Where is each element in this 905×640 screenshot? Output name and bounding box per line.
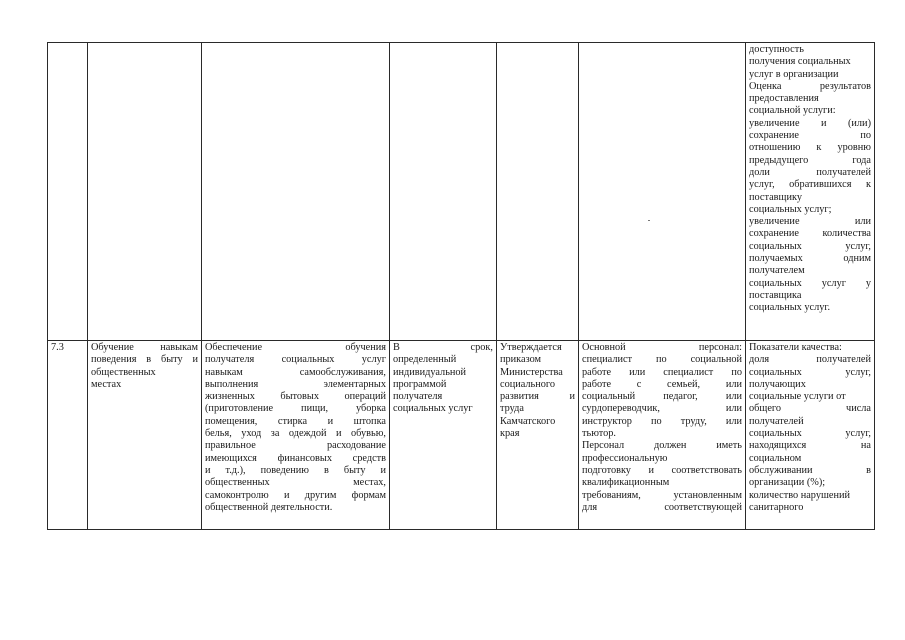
text-line: социальном xyxy=(749,452,802,464)
text-line: социальных услуг, xyxy=(749,366,871,378)
text-line: Утверждается xyxy=(500,342,562,353)
text-line: профессиональную xyxy=(582,452,668,464)
text-line: отношению к уровню xyxy=(749,142,871,154)
text-line: социальные услуги от xyxy=(749,391,846,403)
text-line: получающих xyxy=(749,378,806,390)
text-line: услуг в организации xyxy=(749,68,839,80)
text-line: сохранение количества xyxy=(749,228,871,240)
text-line: Обучение навыкам xyxy=(91,342,198,353)
text-line: санитарного xyxy=(749,501,804,513)
text-line: и т.д.), поведению в быту и xyxy=(205,464,386,476)
text-line: правильное расходование xyxy=(205,440,386,452)
cell-service-name xyxy=(88,341,202,530)
text-line: работе с семьей, или xyxy=(582,378,742,390)
text-line: поставщику xyxy=(749,191,802,203)
text-line: общественных xyxy=(91,366,156,378)
cell-number-empty xyxy=(48,43,88,341)
text-line: социальных услуг, xyxy=(749,240,871,252)
text-line: белья, уход за одеждой и обувью, xyxy=(205,428,386,440)
text-line: выполнения элементарных xyxy=(205,378,386,390)
text-line: общего числа xyxy=(749,403,871,415)
cell-service-description xyxy=(202,341,390,530)
text-line: имеющихся финансовых средств xyxy=(205,452,386,464)
text-line: получателя социальных услуг xyxy=(205,354,386,366)
text-line: социальной услуги: xyxy=(749,105,836,117)
cell-conditions-empty xyxy=(579,43,746,341)
text-line: сурдопереводчик, или xyxy=(582,403,742,415)
cell-number xyxy=(48,341,88,530)
text-line: тьютор. xyxy=(582,428,616,440)
text-line: социальных услуг. xyxy=(749,302,831,314)
text-line: организации (%); xyxy=(749,477,826,489)
text-line: получателем xyxy=(749,265,805,277)
text-line: общественных местах, xyxy=(205,477,386,489)
cell-tariff-empty xyxy=(497,43,579,341)
text-line: для соответствующей xyxy=(582,501,742,513)
text-line: увеличение и (или) xyxy=(749,117,871,129)
text-line: развития и xyxy=(500,391,575,403)
text-line: увеличение или xyxy=(749,216,871,228)
text-line: программой xyxy=(393,378,447,390)
text-line: получателя xyxy=(393,391,443,403)
text-line: специалист по социальной xyxy=(582,354,742,366)
text-line: обслуживании в xyxy=(749,464,871,476)
cell-service-tariff xyxy=(497,341,579,530)
text-line: социальных услуг у xyxy=(749,277,871,289)
text-line: поставщика xyxy=(749,289,802,301)
text-line: социальный педагог, или xyxy=(582,391,742,403)
text-line: доли получателей xyxy=(749,166,871,178)
text-line: социальных услуг; xyxy=(749,203,832,215)
text-line: Персонал должен иметь xyxy=(582,440,742,452)
text-line: социальных услуг xyxy=(393,403,473,415)
table-row-7-3 xyxy=(48,341,875,530)
text-line: Обеспечение обучения xyxy=(205,342,386,353)
text-line: индивидуальной xyxy=(393,366,467,378)
text-line: общественной деятельности. xyxy=(205,501,333,513)
text-line: инструктор по труду, или xyxy=(582,415,742,427)
text-line: Основной персонал: xyxy=(582,342,742,353)
text-line: получаемых одним xyxy=(749,253,871,265)
text-line: получателей xyxy=(749,415,804,427)
text-line: работе или специалист по xyxy=(582,366,742,378)
text-line: края xyxy=(500,428,520,440)
text-line: подготовку и соответствовать xyxy=(582,464,742,476)
text-line: доступность xyxy=(749,44,804,55)
text-line: Оценка результатов xyxy=(749,80,871,92)
scan-speck xyxy=(648,220,650,221)
text-line: В срок, xyxy=(393,342,493,353)
cell-quality-indicators xyxy=(746,341,875,530)
text-line: навыкам самообслуживания, xyxy=(205,366,386,378)
text-line: услуг, обратившихся к xyxy=(749,179,871,191)
row-number: 7.3 xyxy=(51,342,64,353)
cell-term-empty xyxy=(390,43,497,341)
text-line: социальных услуг, xyxy=(749,428,871,440)
text-line: социального xyxy=(500,378,556,390)
text-line: поведения в быту и xyxy=(91,354,198,366)
text-line: сохранение по xyxy=(749,130,871,142)
text-line: предоставления xyxy=(749,93,819,105)
text-line: квалификационным xyxy=(582,477,670,489)
text-line: предыдущего года xyxy=(749,154,871,166)
cell-name-empty xyxy=(88,43,202,341)
cell-quality-continuation xyxy=(746,43,875,341)
text-line: находящихся на xyxy=(749,440,871,452)
text-line: (приготовление пищи, уборка xyxy=(205,403,386,415)
text-line: Показатели качества: xyxy=(749,342,842,353)
cell-service-conditions xyxy=(579,341,746,530)
text-line: определенный xyxy=(393,354,457,366)
text-line: доля получателей xyxy=(749,354,871,366)
text-line: местах xyxy=(91,378,122,390)
text-line: получения социальных xyxy=(749,56,851,68)
text-line: требованиям, установленным xyxy=(582,489,742,501)
services-table xyxy=(47,42,875,530)
text-line: Министерства xyxy=(500,366,563,378)
text-line: труда xyxy=(500,403,524,415)
cell-service-term xyxy=(390,341,497,530)
text-line: количество нарушений xyxy=(749,489,851,501)
text-line: помещения, стирка и штопка xyxy=(205,415,386,427)
cell-description-empty xyxy=(202,43,390,341)
text-line: жизненных бытовых операций xyxy=(205,391,386,403)
text-line: Камчатского xyxy=(500,415,556,427)
table-row-continuation xyxy=(48,43,875,341)
text-line: приказом xyxy=(500,354,542,366)
text-line: самоконтролю и другим формам xyxy=(205,489,386,501)
